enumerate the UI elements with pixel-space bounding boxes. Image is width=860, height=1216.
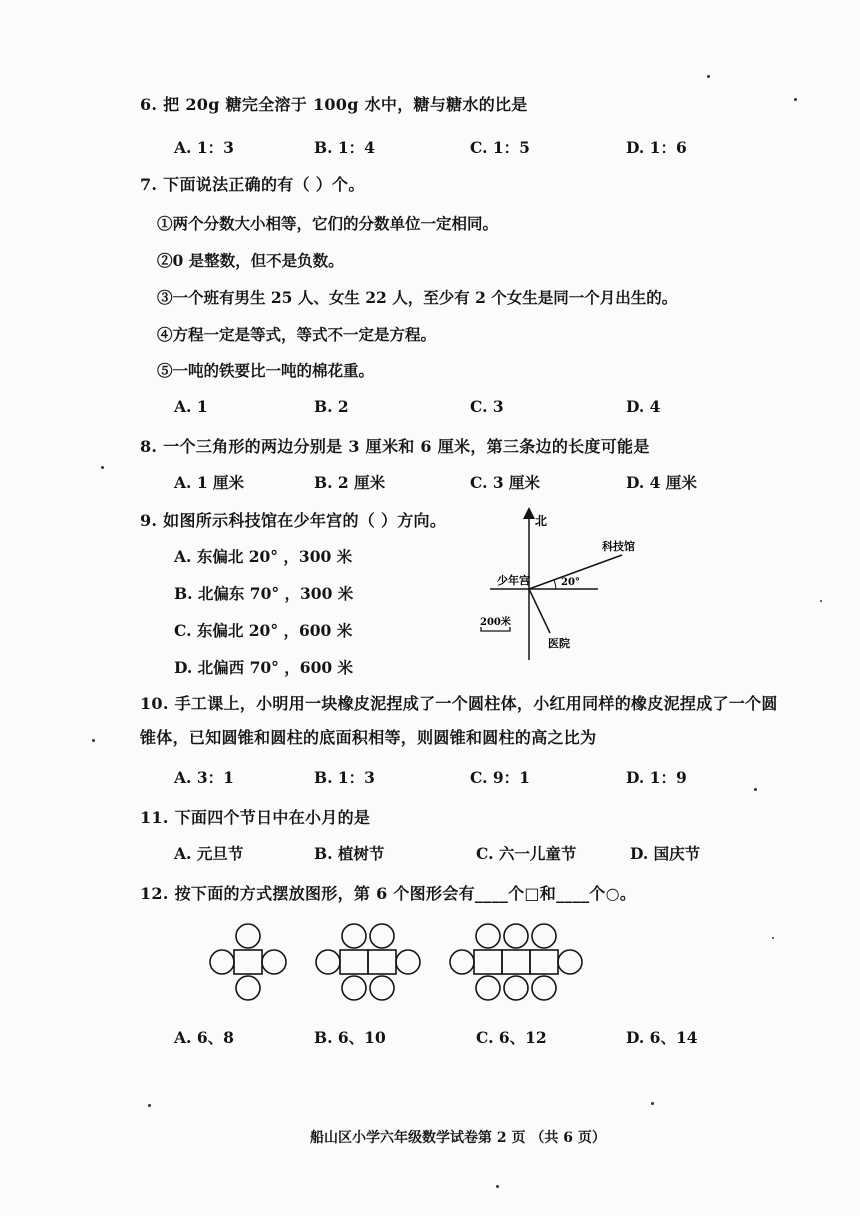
pattern-circle — [370, 924, 394, 948]
q12-option-d[interactable]: D. 6、14 — [626, 1028, 698, 1047]
scan-speck — [496, 1185, 499, 1188]
pattern-circle — [450, 950, 474, 974]
palace-label: 少年宫 — [497, 574, 530, 587]
q12-option-c[interactable]: C. 6、12 — [476, 1028, 547, 1047]
q11-option-a[interactable]: A. 元旦节 — [174, 844, 244, 863]
q10-option-a[interactable]: A. 3：1 — [174, 768, 234, 787]
q9-option-c[interactable]: C. 东偏北 20° ，600 米 — [174, 621, 353, 640]
q7-statement-4: ④方程一定是等式，等式不一定是方程。 — [157, 325, 437, 344]
pattern-circle — [532, 976, 556, 1000]
scan-speck — [772, 937, 774, 939]
q7-statement-1: ①两个分数大小相等，它们的分数单位一定相同。 — [157, 214, 499, 233]
q7-option-d[interactable]: D. 4 — [626, 397, 661, 416]
question-10-stem: 10. 手工课上，小明用一块橡皮泥捏成了一个圆柱体，小红用同样的橡皮泥捏成了一个圆锥体，已知圆锥和圆柱的底面积相等，则圆锥和圆柱的高之比为 — [140, 694, 778, 747]
pattern-circle — [236, 976, 260, 1000]
pattern-circle — [262, 950, 286, 974]
question-7-stem: 7. 下面说法正确的有（ ）个。 — [140, 175, 365, 194]
q7-statement-5: ⑤一吨的铁要比一吨的棉花重。 — [157, 361, 375, 380]
q8-option-d[interactable]: D. 4 厘米 — [626, 473, 697, 492]
q9-option-d[interactable]: D. 北偏西 70° ，600 米 — [174, 658, 354, 677]
shape-pattern — [205, 922, 625, 1002]
pattern-figure — [210, 924, 286, 1000]
direction-diagram — [470, 505, 650, 670]
hospital-ray — [529, 589, 550, 633]
angle-label: 20° — [561, 577, 580, 588]
pattern-circle — [476, 976, 500, 1000]
q7-option-c[interactable]: C. 3 — [470, 397, 504, 416]
pattern-circle — [532, 924, 556, 948]
q9-option-b[interactable]: B. 北偏东 70° ，300 米 — [174, 584, 354, 603]
q6-option-b[interactable]: B. 1：4 — [314, 138, 375, 157]
q8-option-a[interactable]: A. 1 厘米 — [174, 473, 244, 492]
q11-option-d[interactable]: D. 国庆节 — [630, 844, 701, 863]
pattern-circle — [370, 976, 394, 1000]
question-12-stem: 12. 按下面的方式摆放图形，第 6 个图形会有____个□和____个○。 — [140, 884, 637, 903]
pattern-circle — [504, 924, 528, 948]
scan-speck — [707, 75, 710, 78]
scan-speck — [820, 600, 822, 602]
q6-option-d[interactable]: D. 1：6 — [626, 138, 687, 157]
pattern-circle — [504, 976, 528, 1000]
q12-option-a[interactable]: A. 6、8 — [174, 1028, 234, 1047]
pattern-square — [368, 950, 396, 974]
angle-arc — [554, 580, 556, 589]
q7-statement-2: ②0 是整数，但不是负数。 — [157, 251, 344, 270]
pattern-square — [474, 950, 502, 974]
q8-option-c[interactable]: C. 3 厘米 — [470, 473, 541, 492]
hospital-label: 医院 — [548, 637, 570, 650]
q10-option-c[interactable]: C. 9：1 — [470, 768, 530, 787]
scan-speck — [651, 1102, 654, 1105]
question-8-stem: 8. 一个三角形的两边分别是 3 厘米和 6 厘米，第三条边的长度可能是 — [140, 437, 650, 456]
page-footer: 船山区小学六年级数学试卷第 2 页 （共 6 页） — [310, 1130, 606, 1146]
north-label: 北 — [535, 514, 548, 528]
pattern-square — [340, 950, 368, 974]
q11-option-c[interactable]: C. 六一儿童节 — [476, 844, 577, 863]
pattern-circle — [558, 950, 582, 974]
q10-option-b[interactable]: B. 1：3 — [314, 768, 375, 787]
scan-speck — [148, 1104, 151, 1107]
q7-statement-3: ③一个班有男生 25 人、女生 22 人，至少有 2 个女生是同一个月出生的。 — [157, 288, 678, 307]
pattern-circle — [476, 924, 500, 948]
pattern-circle — [342, 976, 366, 1000]
museum-label: 科技馆 — [602, 540, 635, 553]
pattern-circle — [316, 950, 340, 974]
scan-speck — [794, 98, 797, 101]
pattern-square — [234, 950, 262, 974]
q6-option-a[interactable]: A. 1：3 — [174, 138, 234, 157]
pattern-figure — [450, 924, 582, 1000]
q12-option-b[interactable]: B. 6、10 — [314, 1028, 386, 1047]
scan-speck — [754, 788, 757, 791]
q6-option-c[interactable]: C. 1：5 — [470, 138, 530, 157]
q7-option-b[interactable]: B. 2 — [314, 397, 349, 416]
q8-option-b[interactable]: B. 2 厘米 — [314, 473, 386, 492]
q7-option-a[interactable]: A. 1 — [174, 397, 208, 416]
pattern-circle — [396, 950, 420, 974]
pattern-circle — [236, 924, 260, 948]
scan-speck — [101, 466, 104, 469]
scale-label: 200米 — [480, 617, 511, 628]
question-9-stem: 9. 如图所示科技馆在少年宫的（ ）方向。 — [140, 511, 447, 530]
pattern-square — [530, 950, 558, 974]
pattern-circle — [210, 950, 234, 974]
q11-option-b[interactable]: B. 植树节 — [314, 844, 385, 863]
pattern-square — [502, 950, 530, 974]
question-11-stem: 11. 下面四个节日中在小月的是 — [140, 808, 371, 827]
scan-speck — [92, 739, 95, 742]
q9-option-a[interactable]: A. 东偏北 20° ，300 米 — [174, 547, 353, 566]
question-6-stem: 6. 把 20g 糖完全溶于 100g 水中，糖与糖水的比是 — [140, 95, 528, 114]
pattern-figure — [316, 924, 420, 1000]
q10-option-d[interactable]: D. 1：9 — [626, 768, 687, 787]
pattern-circle — [342, 924, 366, 948]
